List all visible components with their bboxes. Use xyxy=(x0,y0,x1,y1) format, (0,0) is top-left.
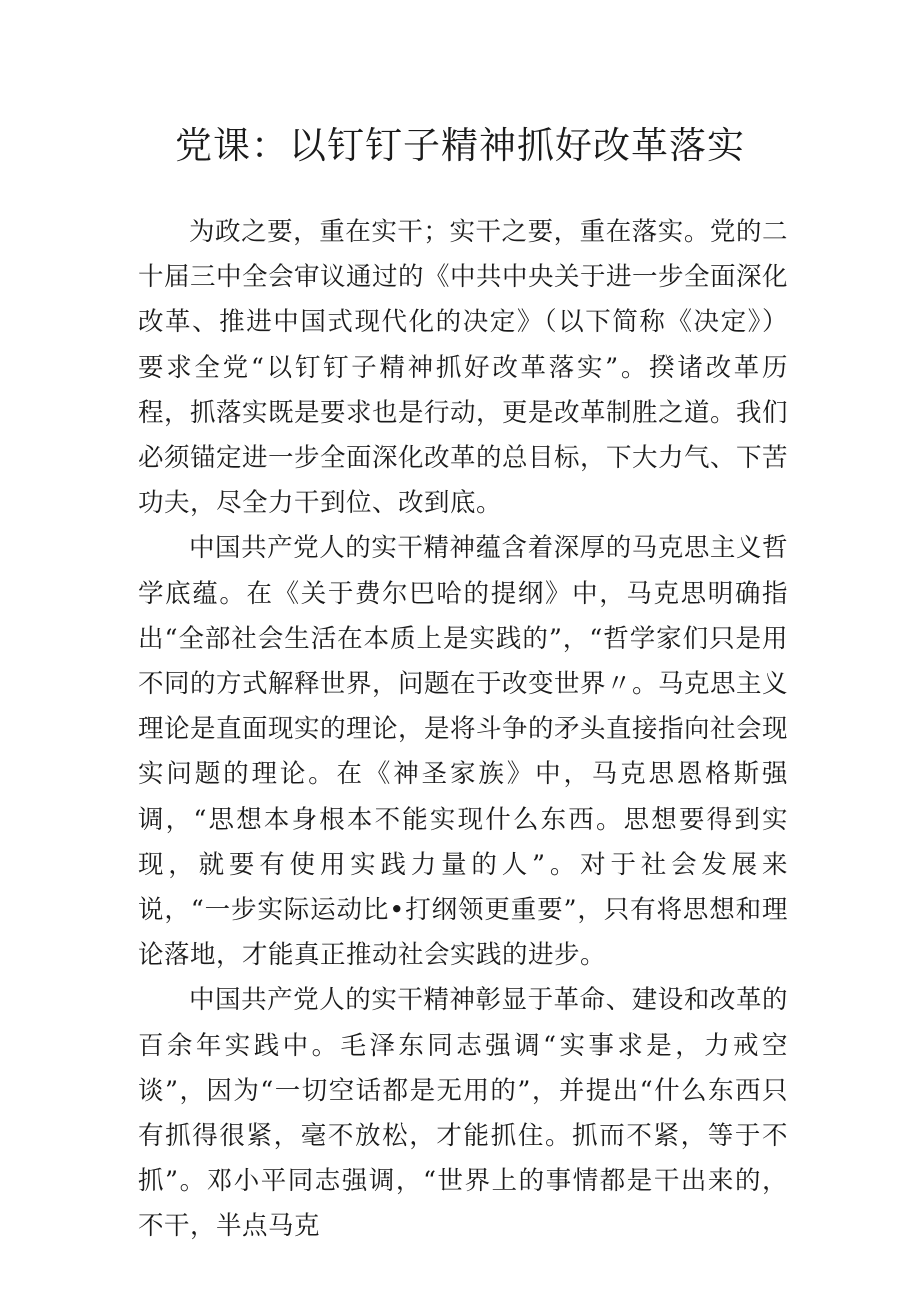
document-title: 党课：以钉钉子精神抓好改革落实 xyxy=(175,124,745,167)
document-body xyxy=(138,210,788,1250)
paragraph-3: 中国共产党人的实干精神彰显于革命、建设和改革的百余年实践中。毛泽东同志强调“实事求是，力戒空谈”，因为“一切空话都是无用的”，并提出“什么东西只有抓得很紧，毫不放松，才能抓住。抓而不紧，等于不抓”。邓小平同志强调，“世界上的事情都是干出来的，不干，半点马克 xyxy=(138,985,788,1242)
paragraph-2: 中国共产党人的实干精神蕴含着深厚的马克思主义哲学底蕴。在《关于费尔巴哈的提纲》中，马克思明确指出“全部社会生活在本质上是实践的”，“哲学家们只是用不同的方式解释世界，问题在于改变世界〃。马克思主义理论是直面现实的理论，是将斗争的矛头直接指向社会现实问题的理论。在《神圣家族》中，马克思恩格斯强调，“思想本身根本不能实现什么东西。思想要得到实现，就要有使用实践力量的人”。对于社会发展来说，“一步实际运动比•打纲领更重要”，只有将思想和理论落地，才能真正推动社会实践的进步。 xyxy=(138,533,789,971)
paragraph-1: 为政之要，重在实干；实干之要，重在落实。党的二十届三中全会审议通过的《中共中央关于进一步全面深化改革、推进中国式现代化的决定》（以下简称《决定》）要求全党“以钉钉子精神抓好改革落实”。揆诸改革历程，抓落实既是要求也是行动，更是改革制胜之道。我们必须锚定进一步全面深化改革的总目标，下大力气、下苦功夫，尽全力干到位、改到底。 xyxy=(138,217,789,519)
